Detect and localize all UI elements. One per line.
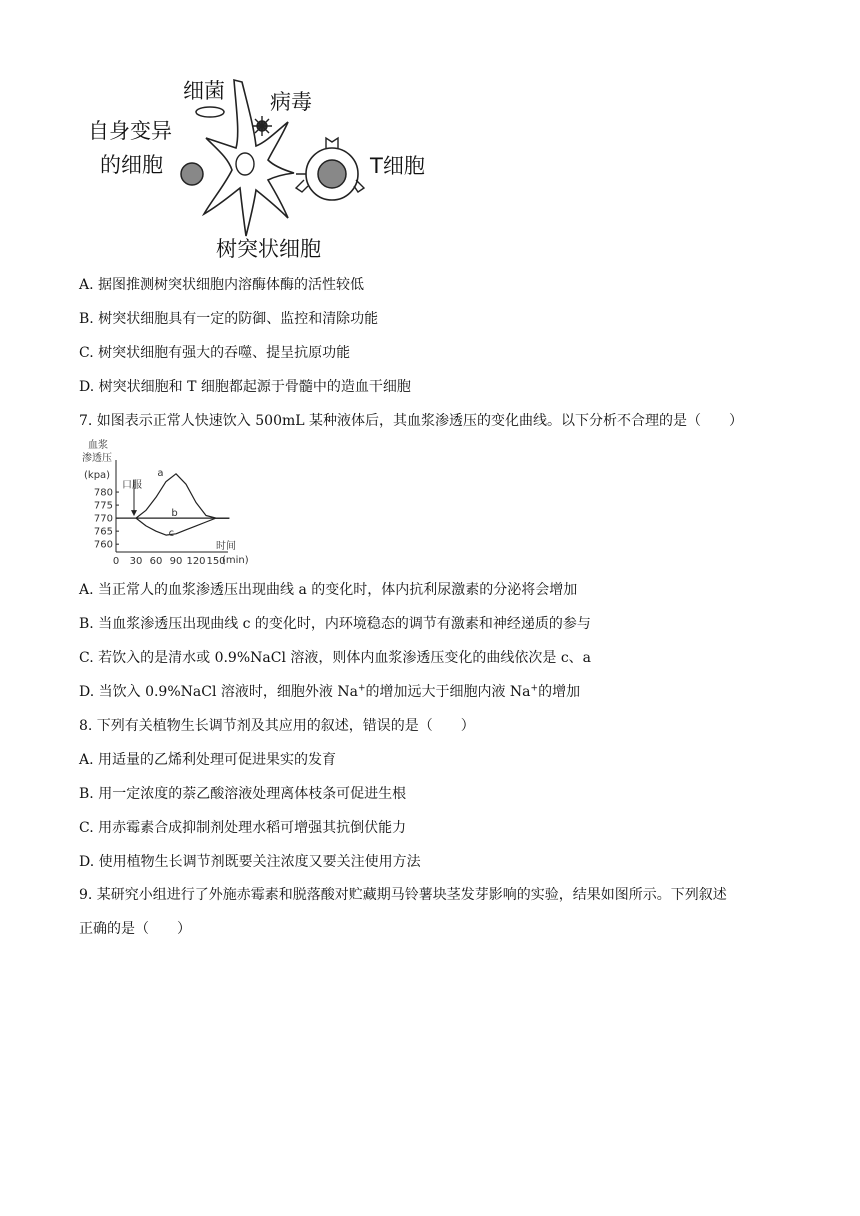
series-line-a [136, 474, 229, 518]
q7-option-d-part1: D. 当饮入 0.9%NaCl 溶液时，细胞外液 Na [79, 684, 358, 700]
x-tick-label: 150 [206, 556, 226, 567]
q7-option-a: A. 当正常人的血浆渗透压出现曲线 a 的变化时，体内抗利尿激素的分泌将会增加 [79, 582, 578, 598]
q7-option-c: C. 若饮入的是清水或 0.9%NaCl 溶液，则体内血浆渗透压变化的曲线依次是 c、a [79, 650, 592, 666]
virus-label: 病毒 [270, 90, 312, 114]
series-label-a: a [157, 467, 164, 479]
bacterium-shape [196, 107, 224, 117]
t-cell-nucleus [318, 160, 346, 188]
q7-option-d [79, 683, 580, 701]
x-tick-label: 120 [186, 556, 206, 567]
q6-option-d: D. 树突状细胞和 T 细胞都起源于骨髓中的造血干细胞 [79, 379, 411, 395]
q7-option-d-sup2: + [530, 683, 539, 694]
q8-stem: 8. 下列有关植物生长调节剂及其应用的叙述，错误的是（ ） [79, 718, 475, 734]
y-tick-label: 775 [93, 500, 113, 512]
mutant-cell-label-2: 的细胞 [100, 153, 163, 177]
y-tick-label: 770 [93, 513, 113, 525]
mutant-cell-shape [181, 163, 203, 185]
mutant-cell-label-1: 自身变异 [88, 119, 172, 143]
y-axis-label-line2: 渗透压 [82, 453, 112, 464]
t-cell-label: T细胞 [370, 154, 425, 178]
q8-option-a: A. 用适量的乙烯利处理可促进果实的发育 [79, 752, 337, 768]
x-tick-label: 30 [129, 556, 143, 567]
t-cell-receptor-left [296, 180, 308, 192]
x-tick-label: 90 [169, 556, 183, 567]
y-axis-label-line1: 血浆 [88, 440, 108, 451]
x-axis-unit: (min) [222, 555, 249, 566]
q8-option-c: C. 用赤霉素合成抑制剂处理水稻可增强其抗倒伏能力 [79, 820, 407, 836]
series-line-c [136, 518, 229, 535]
q8-option-b: B. 用一定浓度的萘乙酸溶液处理离体枝条可促进生根 [79, 786, 407, 802]
dendritic-nucleus [236, 153, 254, 175]
x-tick-label: 60 [149, 556, 163, 567]
bacteria-label: 细菌 [183, 79, 225, 103]
q7-stem: 7. 如图表示正常人快速饮入 500mL 某种液体后，其血浆渗透压的变化曲线。以下分析不合理的是（ ） [79, 413, 743, 429]
series-label-b: b [171, 508, 178, 520]
t-cell-receptor-top [326, 138, 338, 148]
q6-option-c: C. 树突状细胞有强大的吞噬、提呈抗原功能 [79, 345, 351, 361]
q7-option-d-part2: 的增加远大于细胞内液 Na [365, 684, 531, 700]
y-tick-label: 765 [93, 526, 113, 538]
y-tick-label: 760 [93, 539, 113, 551]
osmotic-pressure-chart [80, 436, 256, 570]
q6-option-b: B. 树突状细胞具有一定的防御、监控和清除功能 [79, 311, 379, 327]
q7-option-d-sup1: + [357, 683, 366, 694]
oral-annotation: 口服 [122, 480, 142, 491]
y-tick-label: 780 [93, 487, 113, 499]
q8-option-d: D. 使用植物生长调节剂既要关注浓度又要关注使用方法 [79, 854, 421, 870]
series-label-c: c [168, 527, 175, 539]
x-tick-label: 0 [112, 556, 120, 567]
q9-stem-line1: 9. 某研究小组进行了外施赤霉素和脱落酸对贮藏期马铃薯块茎发芽影响的实验，结果如图所示。下列叙述 [79, 887, 727, 903]
q6-option-a: A. 据图推测树突状细胞内溶酶体酶的活性较低 [79, 277, 365, 293]
q7-option-b: B. 当血浆渗透压出现曲线 c 的变化时，内环境稳态的调节有激素和神经递质的参与 [79, 616, 591, 632]
oral-arrow-head [131, 510, 137, 516]
virus-icon [252, 116, 272, 136]
dendritic-cell-label: 树突状细胞 [216, 237, 321, 261]
dendritic-cell-diagram [86, 76, 446, 262]
y-axis-unit: (kpa) [84, 470, 111, 481]
q7-option-d-part3: 的增加 [538, 684, 581, 700]
q9-stem-line2: 正确的是（ ） [79, 921, 191, 937]
x-axis-label: 时间 [216, 541, 236, 552]
